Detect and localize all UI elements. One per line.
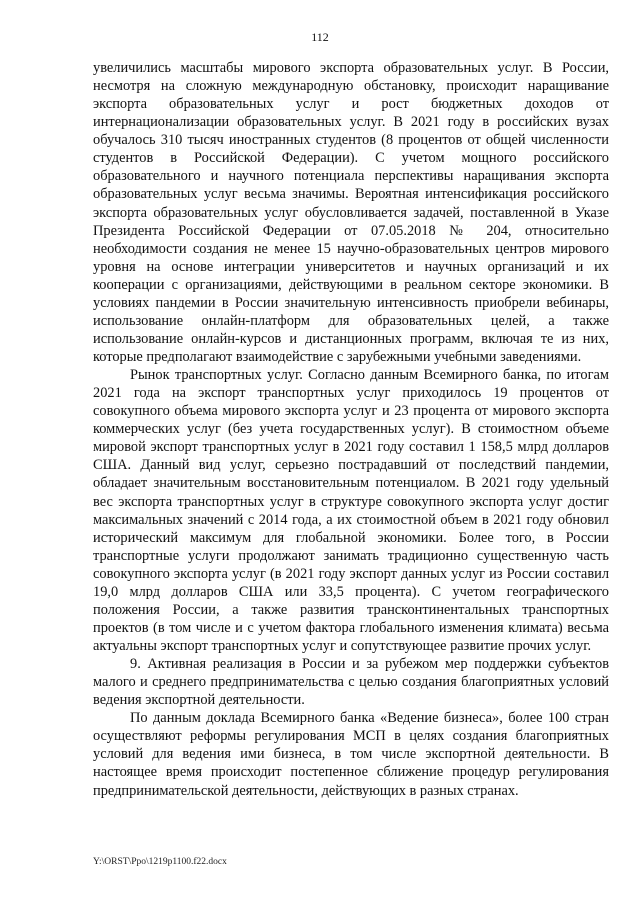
paragraph-education-export: увеличились масштабы мирового экспорта образовательных услуг. В России, несмотря на сложную международную обстановку, происходит наращивание экспорта образовательных услуг и рост бюджетных доходов от интернационализации образовательных услуг. В 2021 году в российских вузах обучалось 310 тысяч иностранных студентов (8 процентов от общей численности студентов в Российской Федерации). С учетом мощного российского образовательного и научного потенциала перспективы наращивания экспорта образовательных услуг весьма значимы. Вероятная интенсификация российского экспорта образовательных услуг обусловливается задачей, поставленной в Указе Президента Российской Федерации от 07.05.2018 № 204, относительно необходимости создания не менее 15 научно-образовательных центров мирового уровня на основе интеграции университетов и научных организаций и их кооперации с организациями, действующими в реальном секторе экономики. В условиях пандемии в России значительную интенсивность приобрели вебинары, использование онлайн-платформ для образовательных целей, а также использование онлайн-курсов и дистанционных программ, включая те из них, которые предполагают взаимодействие с зарубежными учебными заведениями.	[93, 60, 609, 365]
footer-file-path: Y:\ORST\Ppo\1219p1100.f22.docx	[93, 857, 227, 867]
paragraph-doing-business-report: По данным доклада Всемирного банка «Ведение бизнеса», более 100 стран осуществляют реформы регулирования МСП в целях создания благоприятных условий для ведения ими бизнеса, в том числе экспортной деятельности. В настоящее время происходит постепенное сближение процедур регулирования предпринимательской деятельности, действующих в разных странах.	[93, 710, 609, 799]
paragraph-sme-support-item-9: 9. Активная реализация в России и за рубежом мер поддержки субъектов малого и среднего предпринимательства с целью создания благоприятных условий ведения экспортной деятельности.	[93, 656, 609, 709]
page-number: 112	[311, 30, 329, 44]
paragraph-transport-services: Рынок транспортных услуг. Согласно данным Всемирного банка, по итогам 2021 года на экспорт транспортных услуг приходилось 19 процентов от совокупного объема мирового экспорта услуг и 23 процента от мирового экспорта коммерческих услуг (без учета государственных услуг). В стоимостном объеме мировой экспорт транспортных услуг в 2021 году составил 1 158,5 млрд долларов США. Данный вид услуг, серьезно пострадавший от последствий пандемии, обладает значительным восстановительным потенциалом. В 2021 году удельный вес экспорта транспортных услуг в структуре совокупного экспорта услуг достиг максимальных значений с 2014 года, а их стоимостной объем в 2021 году обновил исторический максимум для глобальной экономики. Более того, в России транспортные услуги продолжают занимать традиционно существенную часть совокупного экспорта услуг (в 2021 году экспорт данных услуг из России составил 19,0 млрд долларов США или 33,5 процента). С учетом географического положения России, а также развития трансконтинентальных транспортных проектов (в том числе и с учетом фактора глобального изменения климата) весьма актуальны экспорт транспортных услуг и сопутствующее развитие прочих услуг.	[93, 367, 609, 654]
document-body	[93, 59, 609, 800]
